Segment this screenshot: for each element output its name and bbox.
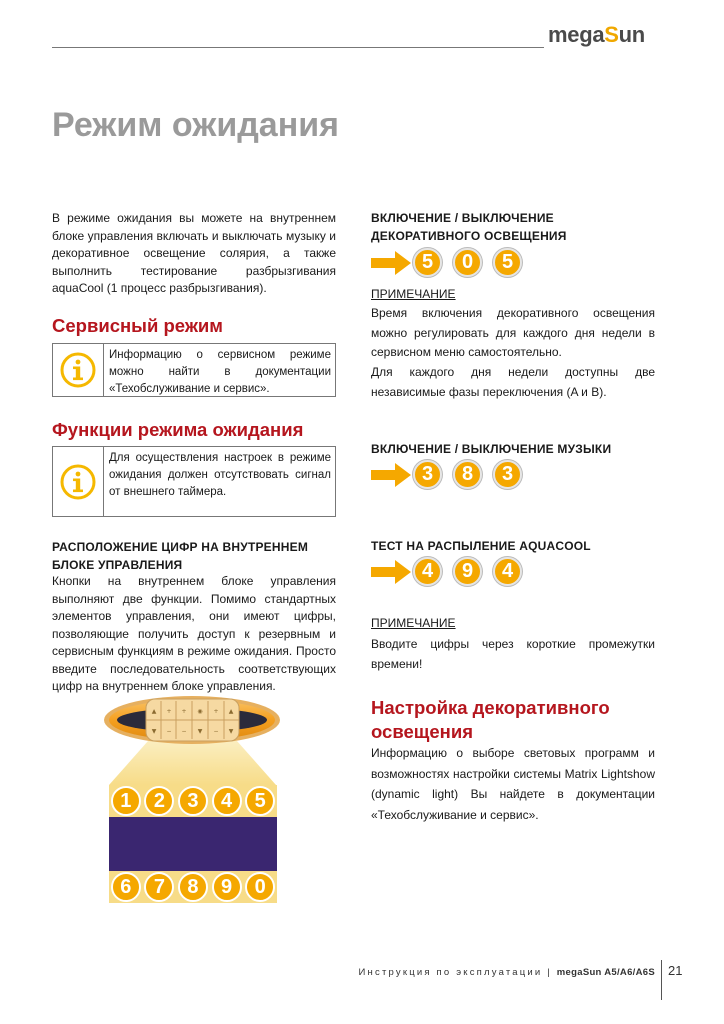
code-digit: 4 bbox=[493, 557, 522, 586]
panel-symbol: ▼ bbox=[151, 728, 157, 735]
aquacool-note: Вводите цифры через короткие промежутки времени! bbox=[371, 637, 655, 671]
standby-info-box bbox=[52, 446, 336, 517]
service-heading: Сервисный режим bbox=[52, 315, 223, 336]
panel-symbol: − bbox=[166, 728, 172, 735]
digit-key: 2 bbox=[144, 786, 174, 816]
page-number: 21 bbox=[668, 963, 683, 978]
note-label: ПРИМЕЧАНИЕ bbox=[371, 616, 456, 630]
arrow-right-icon bbox=[371, 560, 411, 584]
digit-key: 7 bbox=[144, 872, 174, 902]
panel-symbol: ▲ bbox=[151, 708, 157, 715]
code-digit: 5 bbox=[493, 248, 522, 277]
standby-info-text: Для осуществления настроек в режиме ожидания должен отсутствовать сигнал от внешнего таймера. bbox=[109, 452, 331, 498]
panel-symbol: + bbox=[166, 708, 172, 715]
digit-key: 0 bbox=[245, 872, 275, 902]
aquacool-code bbox=[371, 557, 533, 586]
intro-text: В режиме ожидания вы можете на внутреннем блоке управления включать и выключать музыку и декоративное освещение солярия, а также выполнить тестирование разбрызгивания aquaCool (1 процесс разбрызгивания). bbox=[52, 211, 336, 295]
music-heading: ВКЛЮЧЕНИЕ / ВЫКЛЮЧЕНИЕ МУЗЫКИ bbox=[371, 442, 612, 456]
digit-row-bottom bbox=[109, 872, 277, 902]
decor-light-note-1: Время включения декоративного освещения можно регулировать для каждого дня недели в сервисном меню самостоятельно. bbox=[371, 306, 655, 359]
digit-key: 4 bbox=[212, 786, 242, 816]
digit-key: 6 bbox=[111, 872, 141, 902]
service-info-box bbox=[52, 343, 336, 397]
info-icon bbox=[60, 464, 96, 500]
decor-light-note-2: Для каждого дня недели доступны две независимые фазы переключения (A и B). bbox=[371, 365, 655, 399]
panel-symbol: ▼ bbox=[197, 728, 203, 735]
digits-layout-text: Кнопки на внутреннем блоке управления выполняют две функции. Помимо стандартных элементов управления, они имеют цифры, позволяющие получить доступ к резервным и сервисным функциям в режиме ожидания. Просто введите последовательность соответствующих цифр на внутреннем блоке управления. bbox=[52, 574, 336, 693]
panel-symbol: + bbox=[181, 708, 187, 715]
note-label: ПРИМЕЧАНИЕ bbox=[371, 287, 456, 301]
panel-symbol: ▼ bbox=[228, 728, 234, 735]
panel-symbol: ▲ bbox=[228, 708, 234, 715]
code-digit: 3 bbox=[493, 460, 522, 489]
panel-symbol: ◉ bbox=[197, 708, 203, 715]
decor-light-heading: ВКЛЮЧЕНИЕ / ВЫКЛЮЧЕНИЕ ДЕКОРАТИВНОГО ОСВЕЩЕНИЯ bbox=[371, 211, 567, 243]
panel-symbol: + bbox=[213, 708, 219, 715]
code-digit: 0 bbox=[453, 248, 482, 277]
digit-key: 8 bbox=[178, 872, 208, 902]
code-digit: 9 bbox=[453, 557, 482, 586]
digit-row-top bbox=[109, 786, 277, 816]
code-digit: 4 bbox=[413, 557, 442, 586]
digit-key: 5 bbox=[245, 786, 275, 816]
arrow-right-icon bbox=[371, 251, 411, 275]
info-icon bbox=[60, 352, 96, 388]
digit-key: 1 bbox=[111, 786, 141, 816]
panel-symbol: − bbox=[213, 728, 219, 735]
decor-light-code bbox=[371, 248, 533, 277]
music-code bbox=[371, 460, 533, 489]
footer-doc-title: Инструкция по эксплуатации | megaSun A5/A6/A6S bbox=[358, 967, 655, 978]
decor-setup-text: Информацию о выборе световых программ и возможностях настройки системы Matrix Lightshow (dynamic light) Вы найдете в документации «Техобслуживание и сервис». bbox=[371, 746, 655, 822]
standby-functions-heading: Функции режима ожидания bbox=[52, 419, 304, 440]
code-digit: 8 bbox=[453, 460, 482, 489]
page-title: Режим ожидания bbox=[52, 106, 339, 144]
footer-divider bbox=[661, 960, 662, 1000]
code-digit: 3 bbox=[413, 460, 442, 489]
code-digit: 5 bbox=[413, 248, 442, 277]
digits-layout-heading: РАСПОЛОЖЕНИЕ ЦИФР НА ВНУТРЕННЕМ БЛОКЕ УПРАВЛЕНИЯ bbox=[52, 540, 309, 572]
megasun-logo: megaSun bbox=[548, 22, 645, 47]
digit-key: 3 bbox=[178, 786, 208, 816]
decor-setup-heading: Настройка декоративного освещения bbox=[371, 697, 610, 742]
digit-key: 9 bbox=[212, 872, 242, 902]
header-rule bbox=[52, 47, 544, 48]
aquacool-heading: ТЕСТ НА РАСПЫЛЕНИЕ AQUACOOL bbox=[371, 539, 591, 553]
service-info-text: Информацию о сервисном режиме можно найти в документации «Техобслуживание и сервис». bbox=[109, 349, 331, 395]
panel-symbol: − bbox=[181, 728, 187, 735]
arrow-right-icon bbox=[371, 463, 411, 487]
